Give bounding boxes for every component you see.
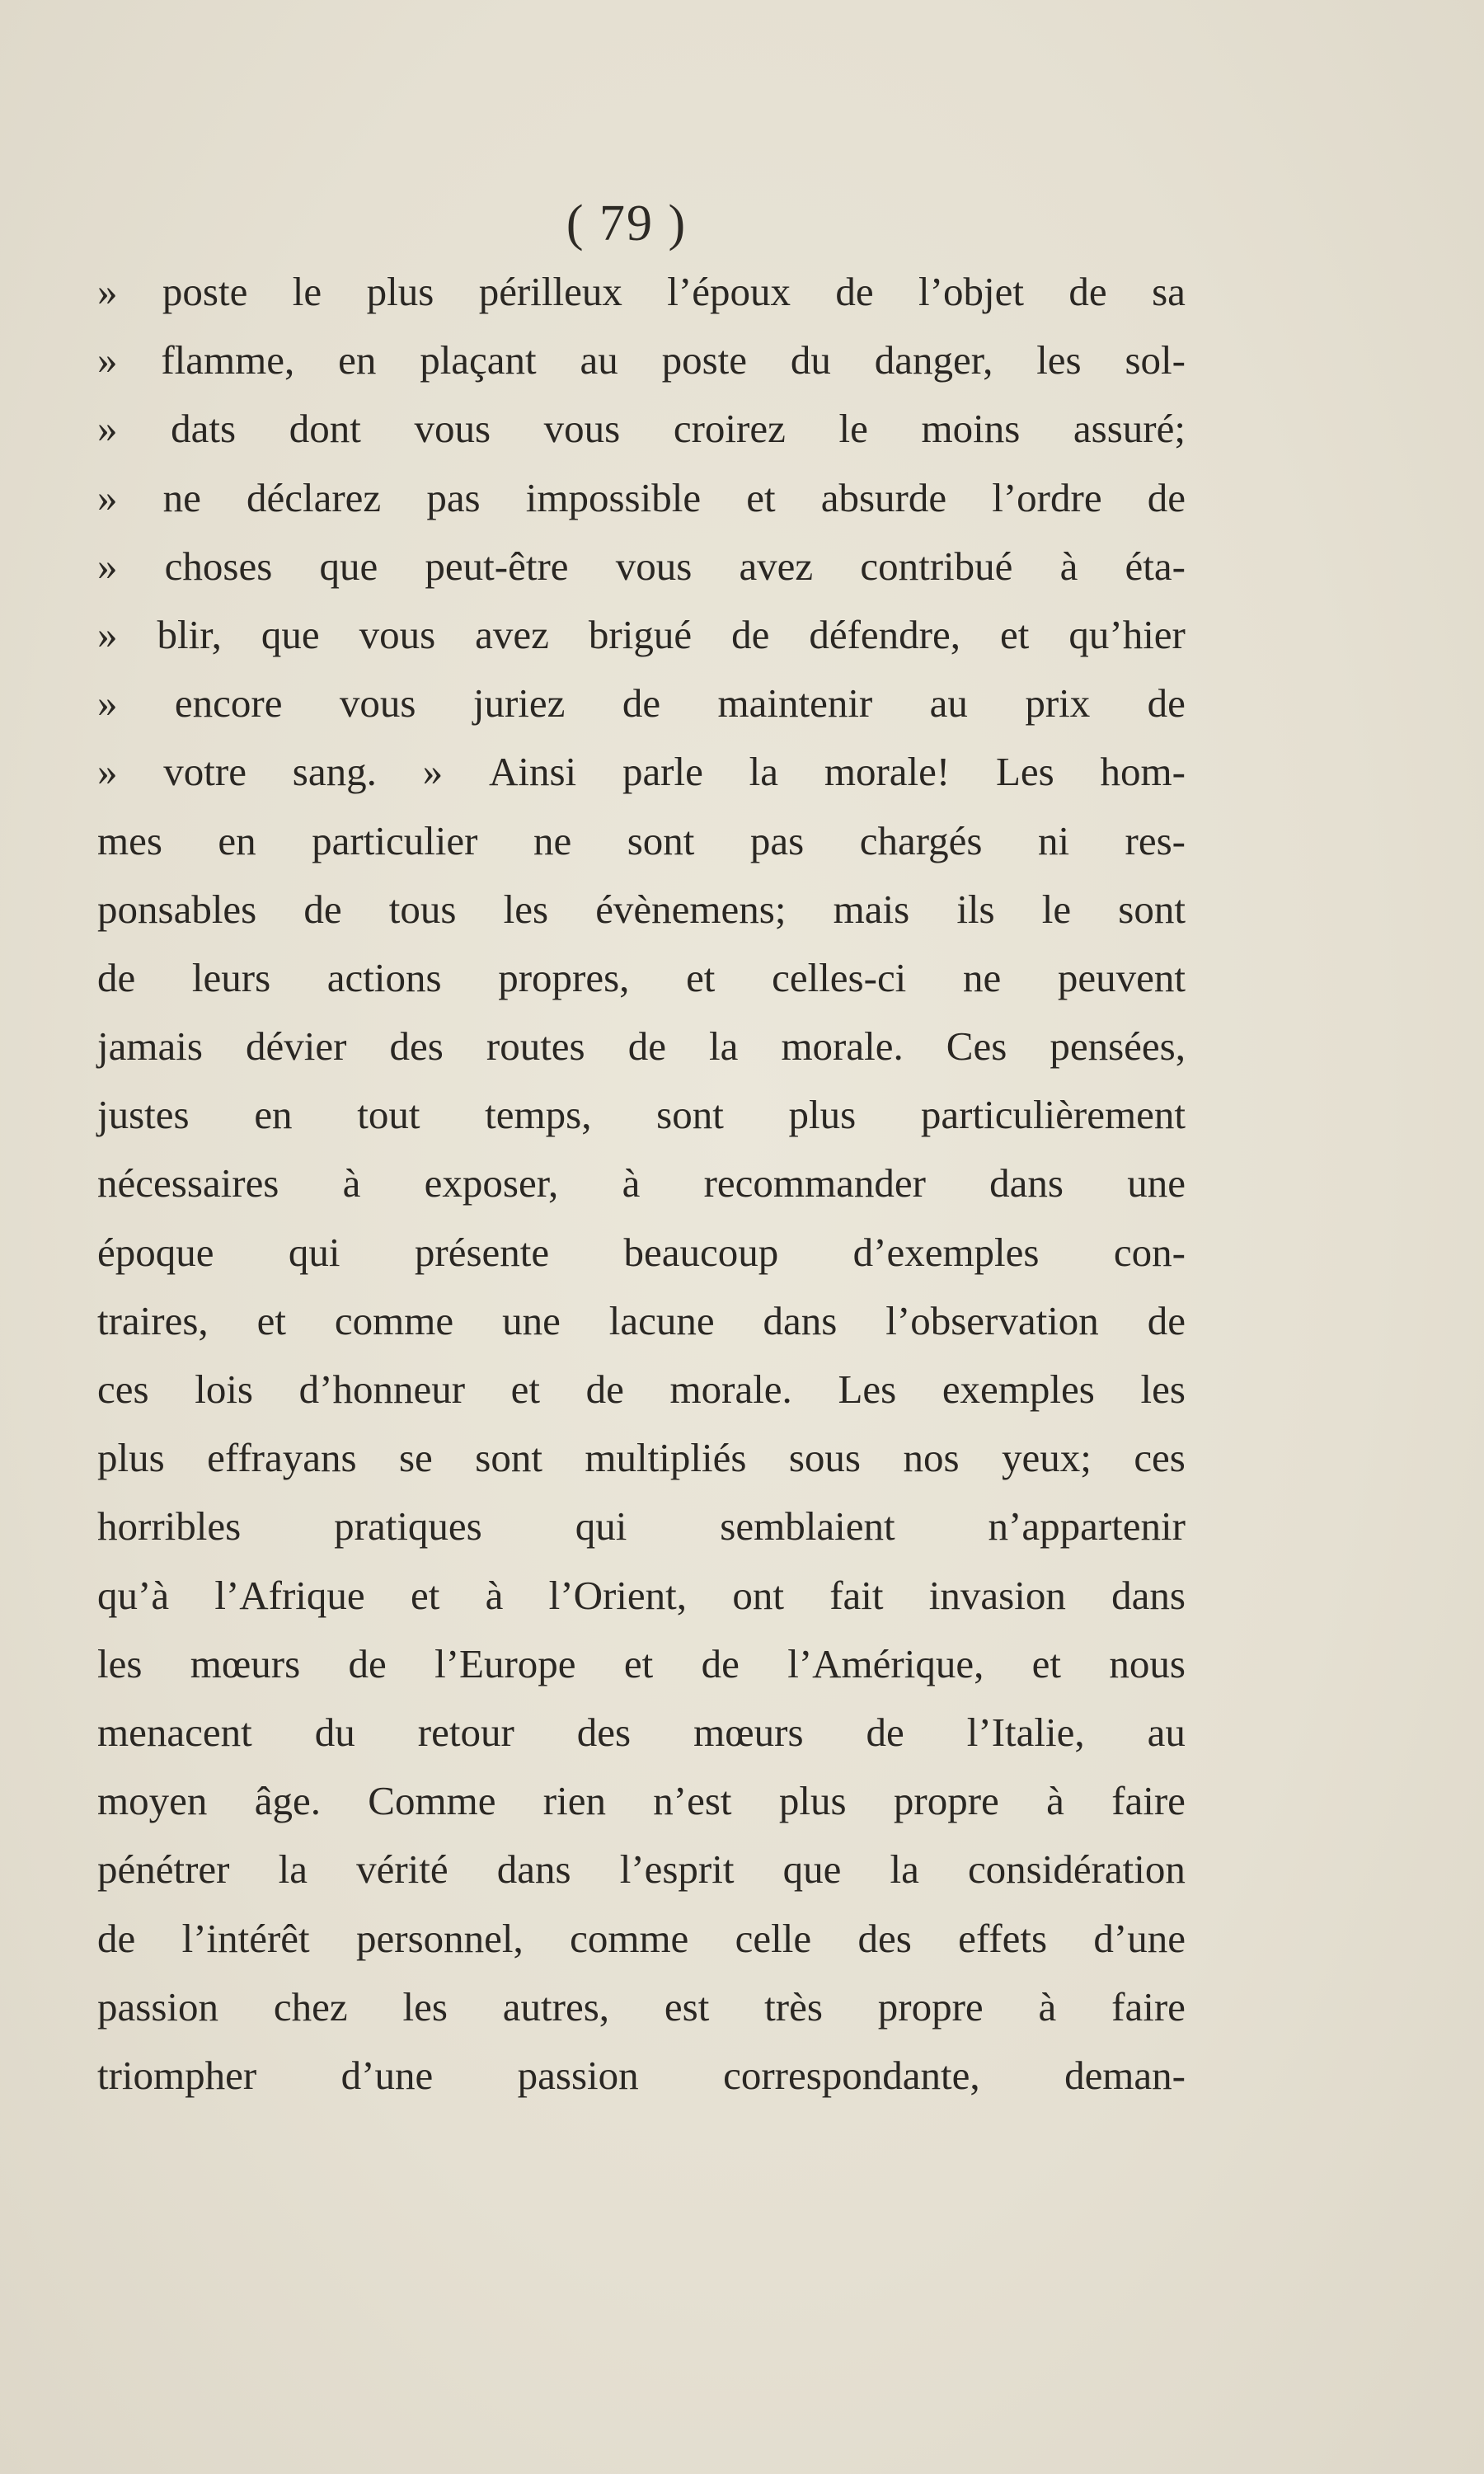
text-line bbox=[97, 543, 1186, 611]
word: leurs bbox=[191, 954, 271, 1000]
text-line bbox=[97, 1640, 1186, 1709]
word: et bbox=[686, 954, 716, 1000]
word: sous bbox=[788, 1435, 861, 1481]
word: passion bbox=[97, 1983, 218, 2030]
word: Ainsi bbox=[488, 749, 577, 795]
word: les bbox=[503, 886, 549, 932]
word: rien bbox=[542, 1778, 606, 1824]
word: traires, bbox=[97, 1297, 209, 1343]
word: vous bbox=[359, 611, 436, 657]
word: périlleux bbox=[478, 269, 622, 314]
word: comme bbox=[334, 1297, 454, 1343]
word: pensées, bbox=[1050, 1023, 1186, 1070]
word: vérité bbox=[356, 1846, 448, 1893]
word: avez bbox=[475, 611, 549, 657]
text-line bbox=[97, 1777, 1186, 1846]
word: exposer, bbox=[424, 1160, 559, 1206]
text-line bbox=[97, 1159, 1186, 1228]
word: mes bbox=[97, 817, 162, 863]
text-line bbox=[97, 1366, 1186, 1434]
word: en bbox=[338, 337, 377, 383]
word: ces bbox=[97, 1366, 149, 1412]
word: dans bbox=[763, 1297, 838, 1343]
word: au bbox=[929, 680, 968, 727]
word: de bbox=[1147, 1297, 1186, 1343]
word: de bbox=[866, 1709, 904, 1755]
word: époque bbox=[97, 1229, 214, 1275]
word: d’une bbox=[1093, 1915, 1186, 1961]
word: dans bbox=[496, 1846, 571, 1893]
word: ne bbox=[533, 817, 572, 863]
word: et bbox=[510, 1366, 541, 1412]
word: » bbox=[97, 680, 118, 727]
word: en bbox=[254, 1092, 293, 1138]
word: et bbox=[256, 1297, 286, 1343]
word: juriez bbox=[472, 680, 566, 727]
word: votre bbox=[163, 749, 247, 795]
text-line bbox=[97, 1023, 1186, 1091]
word: mœurs bbox=[190, 1640, 301, 1686]
word: vous bbox=[414, 406, 491, 452]
word: l’esprit bbox=[619, 1846, 735, 1893]
word: se bbox=[398, 1435, 433, 1481]
word: la bbox=[709, 1023, 739, 1070]
word: l’observation bbox=[885, 1297, 1099, 1343]
word: de bbox=[97, 954, 136, 1000]
word: plaçant bbox=[420, 337, 537, 383]
word: poste bbox=[661, 337, 748, 383]
word: lacune bbox=[608, 1297, 715, 1343]
word: absurde bbox=[820, 474, 947, 520]
word: d’une bbox=[340, 2052, 434, 2098]
word: chargés bbox=[859, 817, 983, 863]
word: brigué bbox=[588, 611, 693, 657]
word: moyen bbox=[97, 1778, 208, 1824]
word: peuvent bbox=[1057, 954, 1186, 1000]
word: personnel, bbox=[356, 1915, 524, 1961]
word: vous bbox=[543, 406, 621, 452]
word: les bbox=[97, 1640, 143, 1686]
word: plus bbox=[788, 1092, 857, 1138]
word: à bbox=[1046, 1778, 1064, 1824]
text-line bbox=[97, 748, 1186, 816]
word: recommander bbox=[703, 1160, 926, 1206]
word: l’Europe bbox=[434, 1640, 576, 1686]
word: encore bbox=[174, 680, 283, 727]
word: » bbox=[97, 749, 118, 795]
word: passion bbox=[517, 2052, 639, 2098]
word: flamme, bbox=[161, 337, 295, 383]
word: nous bbox=[1109, 1640, 1186, 1686]
word: le bbox=[838, 406, 868, 452]
word: en bbox=[218, 817, 256, 863]
body-text bbox=[97, 268, 1186, 2120]
word: de bbox=[701, 1640, 740, 1686]
word: dats bbox=[171, 406, 237, 452]
word: très bbox=[764, 1983, 823, 2030]
text-line bbox=[97, 1709, 1186, 1777]
word: la bbox=[749, 749, 779, 795]
text-line bbox=[97, 2052, 1186, 2120]
word: sang. bbox=[292, 749, 377, 795]
word: que bbox=[319, 543, 378, 589]
word: » bbox=[97, 269, 118, 314]
word: qui bbox=[575, 1503, 627, 1550]
word: Les bbox=[996, 749, 1054, 795]
word: blir, bbox=[157, 611, 222, 657]
word: qu’à bbox=[97, 1572, 170, 1618]
word: vous bbox=[339, 680, 416, 727]
word: » bbox=[97, 611, 118, 657]
word: le bbox=[1041, 886, 1072, 932]
word: plus bbox=[97, 1435, 165, 1481]
word: effrayans bbox=[207, 1435, 357, 1481]
word: propre bbox=[893, 1778, 999, 1824]
word: et bbox=[1031, 1640, 1062, 1686]
word: nécessaires bbox=[97, 1160, 279, 1206]
text-line bbox=[97, 1846, 1186, 1914]
word: au bbox=[580, 337, 618, 383]
text-line bbox=[97, 611, 1186, 680]
word: lois bbox=[195, 1366, 253, 1412]
page-number: ( 79 ) bbox=[566, 195, 688, 252]
word: correspondante, bbox=[723, 2052, 980, 2098]
text-line bbox=[97, 886, 1186, 954]
word: à bbox=[622, 1160, 641, 1206]
word: à bbox=[1059, 543, 1078, 589]
word: » bbox=[97, 337, 118, 383]
word: ont bbox=[732, 1572, 784, 1618]
word: » bbox=[97, 474, 118, 520]
text-line bbox=[97, 1983, 1186, 2052]
word: sont bbox=[627, 817, 695, 863]
word: des bbox=[389, 1023, 444, 1070]
word: yeux; bbox=[1001, 1435, 1092, 1481]
word: et bbox=[1000, 611, 1030, 657]
word: l’intérêt bbox=[181, 1915, 310, 1961]
word: fait bbox=[829, 1572, 884, 1618]
word: menacent bbox=[97, 1709, 252, 1755]
text-line bbox=[97, 1434, 1186, 1503]
word: éta- bbox=[1125, 543, 1186, 589]
text-line bbox=[97, 817, 1186, 886]
word: plus bbox=[366, 269, 434, 314]
word: et bbox=[623, 1640, 654, 1686]
word: celle bbox=[735, 1915, 812, 1961]
word: d’honneur bbox=[298, 1366, 466, 1412]
word: l’objet bbox=[918, 269, 1024, 314]
word: et bbox=[410, 1572, 440, 1618]
word: ils bbox=[956, 886, 995, 932]
word: retour bbox=[417, 1709, 514, 1755]
word: contribué bbox=[860, 543, 1013, 589]
word: impossible bbox=[525, 474, 702, 520]
word: maintenir bbox=[717, 680, 873, 727]
word: moins bbox=[921, 406, 1021, 452]
word: deman- bbox=[1064, 2052, 1186, 2098]
word: autres, bbox=[502, 1983, 610, 2030]
word: peut-être bbox=[425, 543, 569, 589]
word: horribles bbox=[97, 1503, 242, 1550]
word: semblaient bbox=[720, 1503, 895, 1550]
word: les bbox=[1140, 1366, 1186, 1412]
word: danger, bbox=[874, 337, 993, 383]
word: des bbox=[857, 1915, 912, 1961]
word: le bbox=[292, 269, 322, 314]
word: de bbox=[303, 886, 342, 932]
word: l’Amérique, bbox=[787, 1640, 984, 1686]
word: routes bbox=[486, 1023, 585, 1070]
word: la bbox=[890, 1846, 919, 1893]
word: beaucoup bbox=[623, 1229, 779, 1275]
word: celles-ci bbox=[772, 954, 907, 1000]
word: assuré; bbox=[1073, 406, 1186, 452]
word: l’Italie, bbox=[966, 1709, 1085, 1755]
word: comme bbox=[570, 1915, 689, 1961]
word: une bbox=[502, 1297, 561, 1343]
word: vous bbox=[615, 543, 693, 589]
word: est bbox=[664, 1983, 710, 2030]
word: con- bbox=[1113, 1229, 1186, 1275]
word: ces bbox=[1134, 1435, 1186, 1481]
word: présente bbox=[414, 1229, 550, 1275]
word: d’exemples bbox=[852, 1229, 1040, 1275]
word: l’Afrique bbox=[214, 1572, 365, 1618]
word: mœurs bbox=[693, 1709, 804, 1755]
word: actions bbox=[326, 954, 442, 1000]
word: dont bbox=[289, 406, 361, 452]
word: pas bbox=[749, 817, 805, 863]
word: de bbox=[1068, 269, 1107, 314]
word: qui bbox=[288, 1229, 340, 1275]
word: ponsables bbox=[97, 886, 257, 932]
word: défendre, bbox=[809, 611, 960, 657]
word: de bbox=[1147, 474, 1186, 520]
word: res- bbox=[1125, 817, 1186, 863]
word: justes bbox=[97, 1092, 190, 1138]
word: dans bbox=[1111, 1572, 1186, 1618]
word: multipliés bbox=[585, 1435, 747, 1481]
word: n’appartenir bbox=[988, 1503, 1186, 1550]
word: qu’hier bbox=[1068, 611, 1186, 657]
word: sont bbox=[475, 1435, 542, 1481]
word: de bbox=[97, 1915, 136, 1961]
word: les bbox=[402, 1983, 448, 2030]
text-line bbox=[97, 474, 1186, 543]
word: plus bbox=[778, 1778, 847, 1824]
word: mais bbox=[833, 886, 910, 932]
word: évènemens; bbox=[595, 886, 787, 932]
word: morale! bbox=[824, 749, 951, 795]
word: sont bbox=[1118, 886, 1186, 932]
word: tous bbox=[388, 886, 457, 932]
text-line bbox=[97, 336, 1186, 405]
word: à bbox=[485, 1572, 504, 1618]
text-line bbox=[97, 680, 1186, 748]
word: de bbox=[585, 1366, 624, 1412]
word: et bbox=[746, 474, 776, 520]
word: âge. bbox=[254, 1778, 321, 1824]
word: » bbox=[422, 749, 444, 795]
text-line bbox=[97, 1572, 1186, 1640]
word: de bbox=[1147, 680, 1186, 727]
word: particulièrement bbox=[920, 1092, 1186, 1138]
word: faire bbox=[1111, 1983, 1186, 2030]
word: de bbox=[348, 1640, 387, 1686]
word: dévier bbox=[245, 1023, 347, 1070]
word: au bbox=[1147, 1709, 1186, 1755]
word: du bbox=[314, 1709, 355, 1755]
word: poste bbox=[162, 269, 248, 314]
word: de bbox=[835, 269, 874, 314]
word: nos bbox=[903, 1435, 960, 1481]
text-line bbox=[97, 268, 1186, 336]
word: pratiques bbox=[334, 1503, 482, 1550]
word: morale. bbox=[781, 1023, 904, 1070]
word: propre bbox=[877, 1983, 984, 2030]
word: de bbox=[731, 611, 770, 657]
word: particulier bbox=[312, 817, 478, 863]
text-line bbox=[97, 1091, 1186, 1159]
word: avez bbox=[739, 543, 814, 589]
text-line bbox=[97, 1229, 1186, 1297]
word: considération bbox=[967, 1846, 1186, 1893]
word: prix bbox=[1025, 680, 1091, 727]
word: hom- bbox=[1100, 749, 1186, 795]
word: propres, bbox=[498, 954, 630, 1000]
word: que bbox=[782, 1846, 842, 1893]
word: effets bbox=[958, 1915, 1048, 1961]
word: triompher bbox=[97, 2052, 257, 2098]
word: choses bbox=[164, 543, 273, 589]
word: ne bbox=[962, 954, 1002, 1000]
word: les bbox=[1036, 337, 1082, 383]
word: l’Orient, bbox=[548, 1572, 688, 1618]
word: sol- bbox=[1125, 337, 1186, 383]
word: Ces bbox=[946, 1023, 1007, 1070]
word: l’ordre bbox=[992, 474, 1102, 520]
word: parle bbox=[622, 749, 703, 795]
word: chez bbox=[273, 1983, 348, 2030]
text-line bbox=[97, 1297, 1186, 1366]
word: tout bbox=[357, 1092, 420, 1138]
word: Comme bbox=[368, 1778, 496, 1824]
text-line bbox=[97, 405, 1186, 473]
text-line bbox=[97, 1503, 1186, 1571]
word: pénétrer bbox=[97, 1846, 230, 1893]
word: n’est bbox=[653, 1778, 732, 1824]
word: » bbox=[97, 406, 118, 452]
word: invasion bbox=[928, 1572, 1066, 1618]
text-line bbox=[97, 1915, 1186, 1983]
word: sa bbox=[1152, 269, 1186, 314]
word: morale. bbox=[669, 1366, 792, 1412]
word: une bbox=[1127, 1160, 1186, 1206]
word: que bbox=[261, 611, 320, 657]
word: de bbox=[627, 1023, 666, 1070]
word: des bbox=[576, 1709, 632, 1755]
word: ni bbox=[1037, 817, 1070, 863]
word: de bbox=[622, 680, 661, 727]
word: du bbox=[790, 337, 831, 383]
word: dans bbox=[989, 1160, 1064, 1206]
word: la bbox=[278, 1846, 308, 1893]
word: à bbox=[342, 1160, 361, 1206]
word: pas bbox=[426, 474, 481, 520]
word: exemples bbox=[942, 1366, 1095, 1412]
word: ne bbox=[162, 474, 201, 520]
word: » bbox=[97, 543, 118, 589]
word: faire bbox=[1111, 1778, 1186, 1824]
word: croirez bbox=[673, 406, 786, 452]
word: à bbox=[1038, 1983, 1057, 2030]
word: Les bbox=[838, 1366, 897, 1412]
word: déclarez bbox=[247, 474, 382, 520]
text-line bbox=[97, 954, 1186, 1023]
word: l’époux bbox=[667, 269, 791, 314]
word: sont bbox=[656, 1092, 724, 1138]
word: temps, bbox=[485, 1092, 592, 1138]
word: jamais bbox=[97, 1023, 203, 1070]
